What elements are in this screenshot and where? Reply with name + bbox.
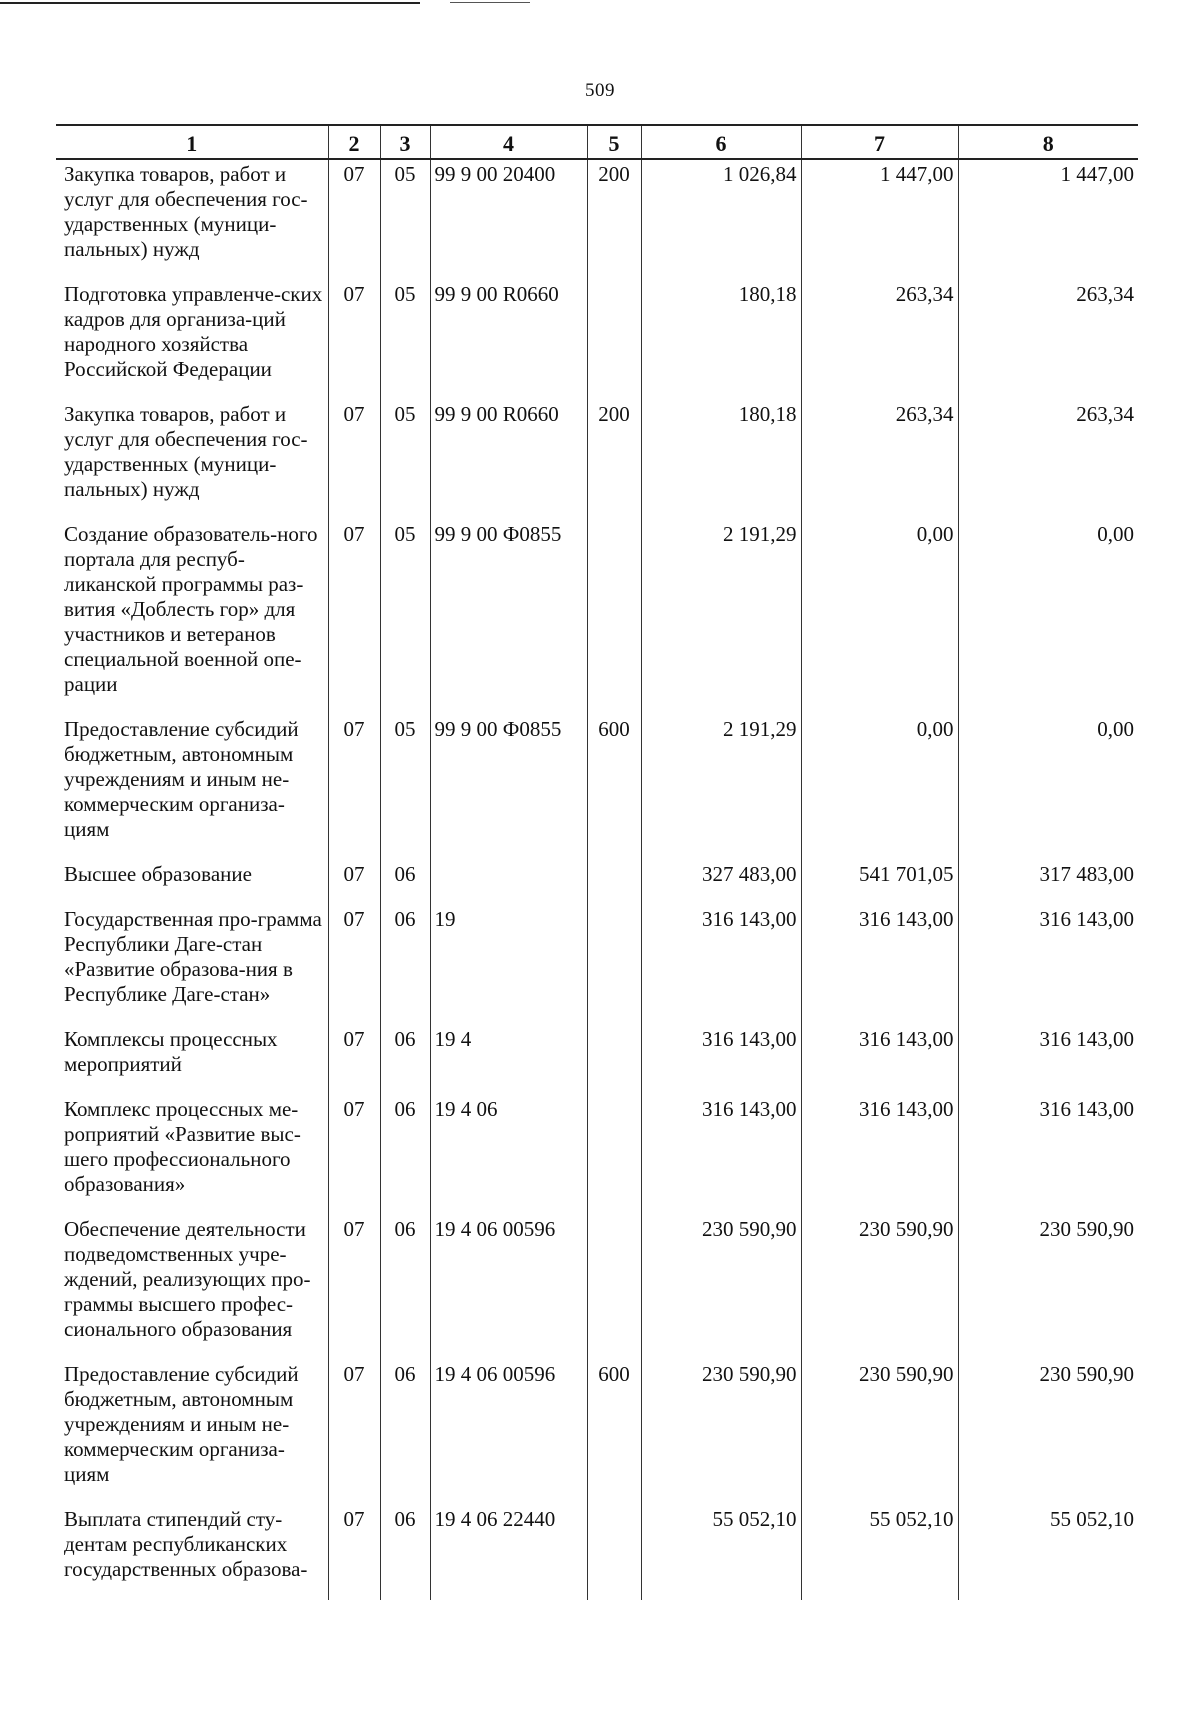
row-subsection-cell: 05 xyxy=(380,280,430,400)
row-subsection-cell: 06 xyxy=(380,1215,430,1360)
row-section-cell: 07 xyxy=(328,860,380,905)
scan-edge-rule xyxy=(0,2,420,4)
row-amount-col6-cell: 1 026,84 xyxy=(641,159,801,280)
table-row xyxy=(56,715,1138,860)
header-col-7: 7 xyxy=(801,125,958,159)
row-name-cell: Предоставление субсидий бюджетным, автономным учреждениям и иным не-коммерческим организа-циям xyxy=(56,1360,328,1505)
row-expense-type-cell: 200 xyxy=(587,159,641,280)
row-amount-col7-cell: 55 052,10 xyxy=(801,1505,958,1600)
row-amount-col7-cell: 316 143,00 xyxy=(801,905,958,1025)
row-target-article-cell: 19 4 06 00596 xyxy=(430,1215,587,1360)
row-amount-col7-cell: 1 447,00 xyxy=(801,159,958,280)
row-amount-col6-cell: 230 590,90 xyxy=(641,1215,801,1360)
row-section-cell: 07 xyxy=(328,905,380,1025)
row-amount-col8-cell: 263,34 xyxy=(958,400,1138,520)
row-expense-type-cell xyxy=(587,1095,641,1215)
row-target-article-cell: 99 9 00 20400 xyxy=(430,159,587,280)
row-section-cell: 07 xyxy=(328,520,380,715)
row-amount-col7-cell: 316 143,00 xyxy=(801,1025,958,1095)
table-row xyxy=(56,400,1138,520)
row-amount-col6-cell: 316 143,00 xyxy=(641,1095,801,1215)
row-expense-type-cell xyxy=(587,905,641,1025)
row-expense-type-cell: 200 xyxy=(587,400,641,520)
row-target-article-cell: 19 4 06 xyxy=(430,1095,587,1215)
row-target-article-cell: 19 4 06 22440 xyxy=(430,1505,587,1600)
row-target-article-cell: 99 9 00 Ф0855 xyxy=(430,715,587,860)
row-target-article-cell: 19 4 06 00596 xyxy=(430,1360,587,1505)
row-name-cell: Закупка товаров, работ и услуг для обеспечения гос-ударственных (муници-пальных) нужд xyxy=(56,159,328,280)
table-header xyxy=(56,125,1138,159)
row-amount-col6-cell: 230 590,90 xyxy=(641,1360,801,1505)
row-expense-type-cell xyxy=(587,280,641,400)
row-expense-type-cell: 600 xyxy=(587,715,641,860)
table-row xyxy=(56,1025,1138,1095)
row-amount-col7-cell: 230 590,90 xyxy=(801,1360,958,1505)
table-row xyxy=(56,1505,1138,1600)
row-amount-col6-cell: 316 143,00 xyxy=(641,1025,801,1095)
row-expense-type-cell xyxy=(587,1215,641,1360)
row-amount-col6-cell: 55 052,10 xyxy=(641,1505,801,1600)
table-row xyxy=(56,520,1138,715)
row-amount-col6-cell: 2 191,29 xyxy=(641,520,801,715)
row-amount-col6-cell: 180,18 xyxy=(641,400,801,520)
header-col-8: 8 xyxy=(958,125,1138,159)
row-section-cell: 07 xyxy=(328,400,380,520)
row-amount-col8-cell: 263,34 xyxy=(958,280,1138,400)
row-subsection-cell: 06 xyxy=(380,1095,430,1215)
row-section-cell: 07 xyxy=(328,715,380,860)
row-name-cell: Комплекс процессных ме-роприятий «Развитие выс-шего профессионального образования» xyxy=(56,1095,328,1215)
row-amount-col7-cell: 230 590,90 xyxy=(801,1215,958,1360)
header-col-4: 4 xyxy=(430,125,587,159)
row-name-cell: Государственная про-грамма Республики Даге-стан «Развитие образова-ния в Республике Даге-стан» xyxy=(56,905,328,1025)
row-amount-col8-cell: 230 590,90 xyxy=(958,1215,1138,1360)
row-subsection-cell: 06 xyxy=(380,860,430,905)
row-amount-col7-cell: 0,00 xyxy=(801,715,958,860)
row-amount-col8-cell: 55 052,10 xyxy=(958,1505,1138,1600)
row-target-article-cell: 99 9 00 R0660 xyxy=(430,400,587,520)
row-name-cell: Выплата стипендий сту-дентам республиканских государственных образова- xyxy=(56,1505,328,1600)
row-amount-col6-cell: 316 143,00 xyxy=(641,905,801,1025)
row-name-cell: Создание образователь-ного портала для респуб-ликанской программы раз-вития «Доблесть гор» для участников и ветеранов специальной военной опе-рации xyxy=(56,520,328,715)
row-subsection-cell: 06 xyxy=(380,1025,430,1095)
header-col-1: 1 xyxy=(56,125,328,159)
row-section-cell: 07 xyxy=(328,1360,380,1505)
header-col-5: 5 xyxy=(587,125,641,159)
row-expense-type-cell xyxy=(587,860,641,905)
row-subsection-cell: 06 xyxy=(380,1360,430,1505)
row-subsection-cell: 06 xyxy=(380,1505,430,1600)
table-body xyxy=(56,159,1138,1600)
row-subsection-cell: 06 xyxy=(380,905,430,1025)
row-name-cell: Подготовка управленче-ских кадров для организа-ций народного хозяйства Российской Федерации xyxy=(56,280,328,400)
row-section-cell: 07 xyxy=(328,159,380,280)
row-target-article-cell: 19 4 xyxy=(430,1025,587,1095)
row-amount-col7-cell: 263,34 xyxy=(801,280,958,400)
row-amount-col8-cell: 316 143,00 xyxy=(958,905,1138,1025)
row-target-article-cell: 19 xyxy=(430,905,587,1025)
row-amount-col7-cell: 0,00 xyxy=(801,520,958,715)
row-subsection-cell: 05 xyxy=(380,400,430,520)
header-col-6: 6 xyxy=(641,125,801,159)
row-section-cell: 07 xyxy=(328,1025,380,1095)
row-section-cell: 07 xyxy=(328,280,380,400)
table-row xyxy=(56,905,1138,1025)
row-amount-col8-cell: 1 447,00 xyxy=(958,159,1138,280)
table-row xyxy=(56,159,1138,280)
row-amount-col8-cell: 316 143,00 xyxy=(958,1095,1138,1215)
row-amount-col8-cell: 0,00 xyxy=(958,520,1138,715)
row-target-article-cell xyxy=(430,860,587,905)
row-amount-col7-cell: 541 701,05 xyxy=(801,860,958,905)
row-amount-col7-cell: 316 143,00 xyxy=(801,1095,958,1215)
row-subsection-cell: 05 xyxy=(380,715,430,860)
table-row xyxy=(56,280,1138,400)
table-row xyxy=(56,860,1138,905)
row-name-cell: Комплексы процессных мероприятий xyxy=(56,1025,328,1095)
row-target-article-cell: 99 9 00 R0660 xyxy=(430,280,587,400)
row-amount-col8-cell: 0,00 xyxy=(958,715,1138,860)
header-col-3: 3 xyxy=(380,125,430,159)
row-amount-col6-cell: 180,18 xyxy=(641,280,801,400)
row-name-cell: Обеспечение деятельности подведомственных учре-ждений, реализующих про-граммы высшего профес-сионального образования xyxy=(56,1215,328,1360)
row-name-cell: Предоставление субсидий бюджетным, автономным учреждениям и иным не-коммерческим организа-циям xyxy=(56,715,328,860)
row-amount-col8-cell: 230 590,90 xyxy=(958,1360,1138,1505)
row-expense-type-cell: 600 xyxy=(587,1360,641,1505)
table-row xyxy=(56,1095,1138,1215)
table-row xyxy=(56,1215,1138,1360)
row-expense-type-cell xyxy=(587,1025,641,1095)
row-name-cell: Закупка товаров, работ и услуг для обеспечения гос-ударственных (муници-пальных) нужд xyxy=(56,400,328,520)
row-target-article-cell: 99 9 00 Ф0855 xyxy=(430,520,587,715)
row-subsection-cell: 05 xyxy=(380,159,430,280)
header-col-2: 2 xyxy=(328,125,380,159)
row-section-cell: 07 xyxy=(328,1095,380,1215)
header-row xyxy=(56,125,1138,159)
row-amount-col8-cell: 316 143,00 xyxy=(958,1025,1138,1095)
row-subsection-cell: 05 xyxy=(380,520,430,715)
row-amount-col8-cell: 317 483,00 xyxy=(958,860,1138,905)
row-amount-col6-cell: 2 191,29 xyxy=(641,715,801,860)
row-expense-type-cell xyxy=(587,520,641,715)
budget-table xyxy=(56,124,1138,1600)
row-expense-type-cell xyxy=(587,1505,641,1600)
row-section-cell: 07 xyxy=(328,1215,380,1360)
row-amount-col6-cell: 327 483,00 xyxy=(641,860,801,905)
page-number: 509 xyxy=(585,80,615,101)
row-section-cell: 07 xyxy=(328,1505,380,1600)
scan-edge-rule-short xyxy=(450,2,530,3)
table-row xyxy=(56,1360,1138,1505)
row-amount-col7-cell: 263,34 xyxy=(801,400,958,520)
row-name-cell: Высшее образование xyxy=(56,860,328,905)
